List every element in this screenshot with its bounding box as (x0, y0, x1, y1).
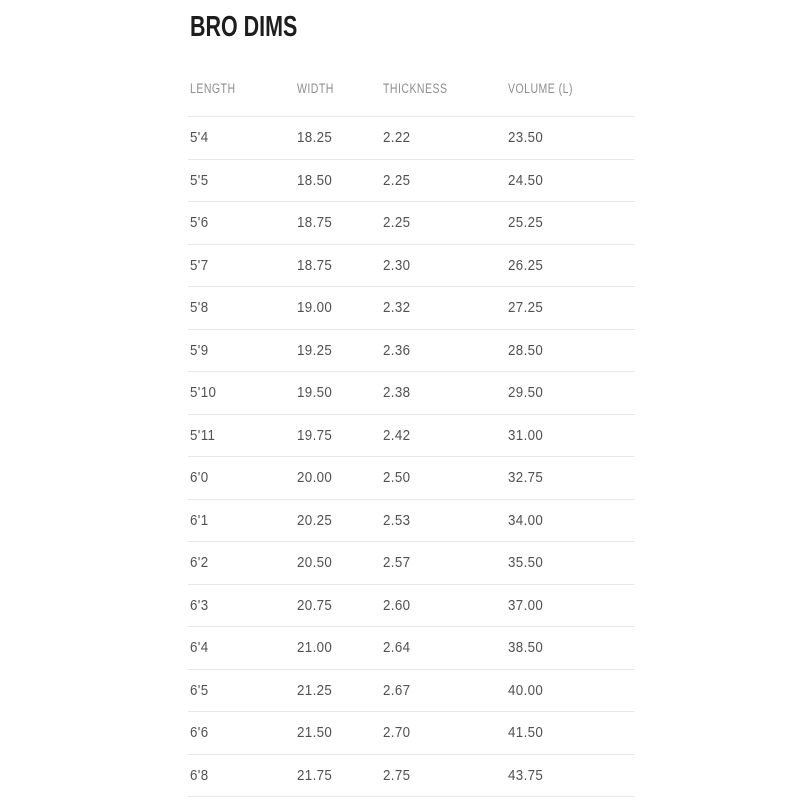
width-cell (295, 159, 381, 202)
volume-value: 40.00 (508, 682, 544, 699)
width-cell (295, 202, 381, 245)
thickness-cell (381, 202, 506, 245)
volume-cell (506, 117, 635, 160)
length-column-label: LENGTH (190, 81, 236, 96)
dims-table (188, 42, 635, 797)
thickness-cell (381, 754, 506, 797)
volume-cell (506, 457, 635, 500)
volume-cell (506, 712, 635, 755)
volume-column-label: VOLUME (L) (508, 81, 573, 96)
thickness-cell (381, 159, 506, 202)
width-cell (295, 754, 381, 797)
volume-cell (506, 202, 635, 245)
width-value: 20.75 (297, 597, 333, 614)
length-value: 5'8 (190, 300, 209, 316)
volume-cell (506, 669, 635, 712)
table-row (188, 712, 635, 755)
length-cell (188, 117, 295, 160)
volume-cell (506, 414, 635, 457)
width-value: 21.75 (297, 767, 333, 784)
length-column-header (188, 42, 295, 117)
thickness-cell (381, 414, 506, 457)
thickness-value: 2.22 (383, 130, 411, 146)
width-value: 19.75 (297, 427, 333, 444)
thickness-value: 2.32 (383, 300, 411, 316)
volume-cell (506, 287, 635, 330)
width-value: 18.50 (297, 172, 333, 189)
thickness-cell (381, 669, 506, 712)
length-value: 6'5 (190, 682, 209, 699)
width-cell (295, 499, 381, 542)
width-cell (295, 712, 381, 755)
volume-cell (506, 329, 635, 372)
length-cell (188, 287, 295, 330)
width-value: 20.50 (297, 555, 333, 571)
thickness-value: 2.30 (383, 257, 411, 274)
width-value: 18.75 (297, 215, 333, 231)
length-value: 5'6 (190, 215, 209, 231)
length-cell (188, 542, 295, 585)
table-row (188, 329, 635, 372)
width-cell (295, 414, 381, 457)
thickness-cell (381, 457, 506, 500)
thickness-cell (381, 542, 506, 585)
width-cell (295, 244, 381, 287)
thickness-value: 2.64 (383, 640, 411, 656)
width-cell (295, 329, 381, 372)
width-value: 18.25 (297, 130, 333, 146)
volume-value: 24.50 (508, 172, 544, 189)
length-value: 6'6 (190, 725, 209, 741)
width-cell (295, 584, 381, 627)
length-cell (188, 202, 295, 245)
dims-section (188, 0, 635, 797)
length-cell (188, 627, 295, 670)
thickness-value: 2.67 (383, 682, 411, 699)
width-value: 21.25 (297, 682, 333, 699)
width-cell (295, 669, 381, 712)
table-header (188, 42, 635, 117)
table-row (188, 499, 635, 542)
length-value: 5'9 (190, 342, 209, 359)
length-cell (188, 372, 295, 415)
thickness-column-header (381, 42, 506, 117)
length-value: 6'0 (190, 470, 209, 486)
length-value: 6'2 (190, 555, 209, 571)
width-cell (295, 627, 381, 670)
volume-value: 29.50 (508, 385, 544, 401)
width-value: 20.25 (297, 512, 333, 529)
length-cell (188, 159, 295, 202)
volume-value: 43.75 (508, 767, 544, 784)
thickness-value: 2.36 (383, 342, 411, 359)
volume-cell (506, 627, 635, 670)
thickness-value: 2.75 (383, 767, 411, 784)
table-row (188, 584, 635, 627)
volume-value: 31.00 (508, 427, 544, 444)
thickness-column-label: THICKNESS (383, 81, 448, 96)
table-row (188, 287, 635, 330)
volume-value: 41.50 (508, 725, 544, 741)
width-value: 18.75 (297, 257, 333, 274)
volume-value: 25.25 (508, 215, 544, 231)
thickness-value: 2.42 (383, 427, 411, 444)
header-row (188, 42, 635, 117)
page-title: BRO DIMS (190, 11, 298, 43)
length-cell (188, 584, 295, 627)
volume-cell (506, 754, 635, 797)
volume-value: 38.50 (508, 640, 544, 656)
volume-value: 34.00 (508, 512, 544, 529)
thickness-value: 2.60 (383, 597, 411, 614)
volume-value: 27.25 (508, 300, 544, 316)
width-value: 19.50 (297, 385, 333, 401)
table-row (188, 414, 635, 457)
table-row (188, 159, 635, 202)
thickness-value: 2.25 (383, 172, 411, 189)
thickness-value: 2.38 (383, 385, 411, 401)
table-row (188, 754, 635, 797)
table-row (188, 457, 635, 500)
table-row (188, 542, 635, 585)
table-row (188, 627, 635, 670)
volume-value: 32.75 (508, 470, 544, 486)
volume-cell (506, 542, 635, 585)
width-value: 19.25 (297, 342, 333, 359)
width-column-label: WIDTH (297, 81, 334, 96)
thickness-value: 2.70 (383, 725, 411, 741)
width-cell (295, 117, 381, 160)
table-row (188, 202, 635, 245)
width-value: 21.00 (297, 640, 333, 656)
thickness-cell (381, 117, 506, 160)
width-value: 19.00 (297, 300, 333, 316)
length-value: 6'8 (190, 767, 209, 784)
volume-value: 37.00 (508, 597, 544, 614)
thickness-cell (381, 329, 506, 372)
length-value: 5'7 (190, 257, 209, 274)
length-value: 6'3 (190, 597, 209, 614)
volume-value: 28.50 (508, 342, 544, 359)
volume-value: 35.50 (508, 555, 544, 571)
length-value: 5'10 (190, 385, 217, 401)
volume-value: 23.50 (508, 130, 544, 146)
thickness-value: 2.25 (383, 215, 411, 231)
width-cell (295, 372, 381, 415)
length-cell (188, 329, 295, 372)
length-value: 6'4 (190, 640, 209, 656)
thickness-cell (381, 584, 506, 627)
volume-cell (506, 499, 635, 542)
length-value: 5'4 (190, 130, 209, 146)
thickness-cell (381, 372, 506, 415)
width-column-header (295, 42, 381, 117)
width-value: 21.50 (297, 725, 333, 741)
length-cell (188, 712, 295, 755)
table-row (188, 669, 635, 712)
width-cell (295, 287, 381, 330)
length-value: 5'5 (190, 172, 209, 189)
volume-cell (506, 584, 635, 627)
volume-cell (506, 159, 635, 202)
thickness-cell (381, 712, 506, 755)
volume-cell (506, 372, 635, 415)
thickness-cell (381, 244, 506, 287)
thickness-cell (381, 287, 506, 330)
width-value: 20.00 (297, 470, 333, 486)
table-body (188, 117, 635, 797)
table-row (188, 372, 635, 415)
volume-column-header (506, 42, 635, 117)
length-value: 5'11 (190, 427, 216, 444)
length-cell (188, 754, 295, 797)
thickness-cell (381, 627, 506, 670)
width-cell (295, 542, 381, 585)
thickness-value: 2.53 (383, 512, 411, 529)
table-row (188, 244, 635, 287)
length-cell (188, 499, 295, 542)
volume-value: 26.25 (508, 257, 544, 274)
volume-cell (506, 244, 635, 287)
length-cell (188, 244, 295, 287)
thickness-value: 2.57 (383, 555, 411, 571)
thickness-cell (381, 499, 506, 542)
length-cell (188, 457, 295, 500)
length-cell (188, 414, 295, 457)
table-row (188, 117, 635, 160)
length-value: 6'1 (190, 512, 209, 529)
thickness-value: 2.50 (383, 470, 411, 486)
width-cell (295, 457, 381, 500)
length-cell (188, 669, 295, 712)
